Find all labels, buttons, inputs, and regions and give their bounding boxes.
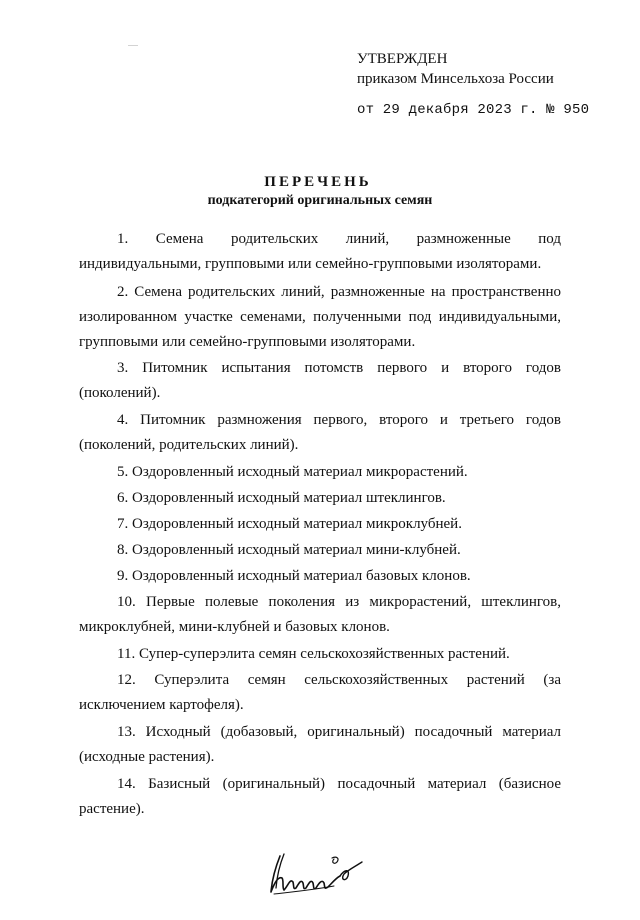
list-item: [79, 227, 561, 277]
item-number: 14.: [117, 776, 136, 792]
item-text: Питомник испытания потомств первого и второго годов (поколений).: [79, 360, 561, 401]
list-item: [79, 590, 561, 640]
item-text: Базисный (оригинальный) посадочный материал (базисное растение).: [79, 776, 562, 817]
signature-image: [262, 848, 372, 900]
scan-artifact: [128, 34, 138, 36]
list-item: [79, 720, 561, 770]
item-number: 11.: [117, 646, 136, 662]
item-text: Оздоровленный исходный материал микроклубней.: [132, 516, 462, 532]
item-number: 10.: [117, 594, 136, 610]
item-text: Суперэлита семян сельскохозяйственных растений (за исключением картофеля).: [79, 672, 561, 713]
list-item: [79, 512, 561, 537]
item-text: Первые полевые поколения из микрорастений, штеклингов, микроклубней, мини-клубней и базовых клонов.: [79, 594, 562, 635]
item-text: Исходный (добазовый, оригинальный) посадочный материал (исходные растения).: [79, 724, 561, 765]
item-text: Оздоровленный исходный материал микрорастений.: [132, 464, 468, 480]
list-item: [79, 642, 561, 667]
item-number: 2.: [117, 284, 129, 300]
item-number: 4.: [117, 412, 129, 428]
item-number: 9.: [117, 568, 129, 584]
item-number: 13.: [117, 724, 136, 740]
approval-order: приказом Минсельхоза России: [357, 71, 554, 87]
document-subtitle: подкатегорий оригинальных семян: [207, 193, 433, 208]
approval-stamp: [357, 49, 554, 89]
item-text: Семена родительских линий, размноженные под индивидуальными, групповыми или семейно-групповыми изоляторами.: [79, 231, 562, 272]
list-item: [79, 772, 561, 822]
subcategory-list: [79, 227, 561, 822]
document-title-text: ПЕРЕЧЕНЬ: [264, 174, 372, 190]
list-item: [79, 538, 561, 563]
item-text: Оздоровленный исходный материал мини-клубней.: [132, 542, 461, 558]
document-title: [0, 174, 640, 191]
approval-title: УТВЕРЖДЕН: [357, 51, 448, 67]
signature-icon: [262, 848, 372, 900]
item-number: 1.: [117, 231, 129, 247]
item-number: 5.: [117, 464, 129, 480]
item-number: 12.: [117, 672, 136, 688]
list-item: [79, 486, 561, 511]
approval-date: от 29 декабря 2023 г. № 950: [357, 102, 590, 118]
item-number: 7.: [117, 516, 129, 532]
list-item: [79, 280, 561, 355]
item-text: Семена родительских линий, размноженные на пространственно изолированном участке семенами, полученными под индивидуальными, групповыми или семейно-групповыми изоляторами.: [79, 284, 562, 350]
item-number: 3.: [117, 360, 129, 376]
item-text: Супер-суперэлита семян сельскохозяйственных растений.: [138, 646, 510, 662]
item-text: Оздоровленный исходный материал базовых клонов.: [132, 568, 471, 584]
list-item: [79, 668, 561, 718]
item-number: 6.: [117, 490, 129, 506]
list-item: [79, 356, 561, 406]
list-item: [79, 460, 561, 485]
item-text: Питомник размножения первого, второго и третьего годов (поколений, родительских линий).: [79, 412, 561, 453]
list-item: [79, 564, 561, 589]
item-number: 8.: [117, 542, 129, 558]
item-text: Оздоровленный исходный материал штеклингов.: [132, 490, 446, 506]
list-item: [79, 408, 561, 458]
